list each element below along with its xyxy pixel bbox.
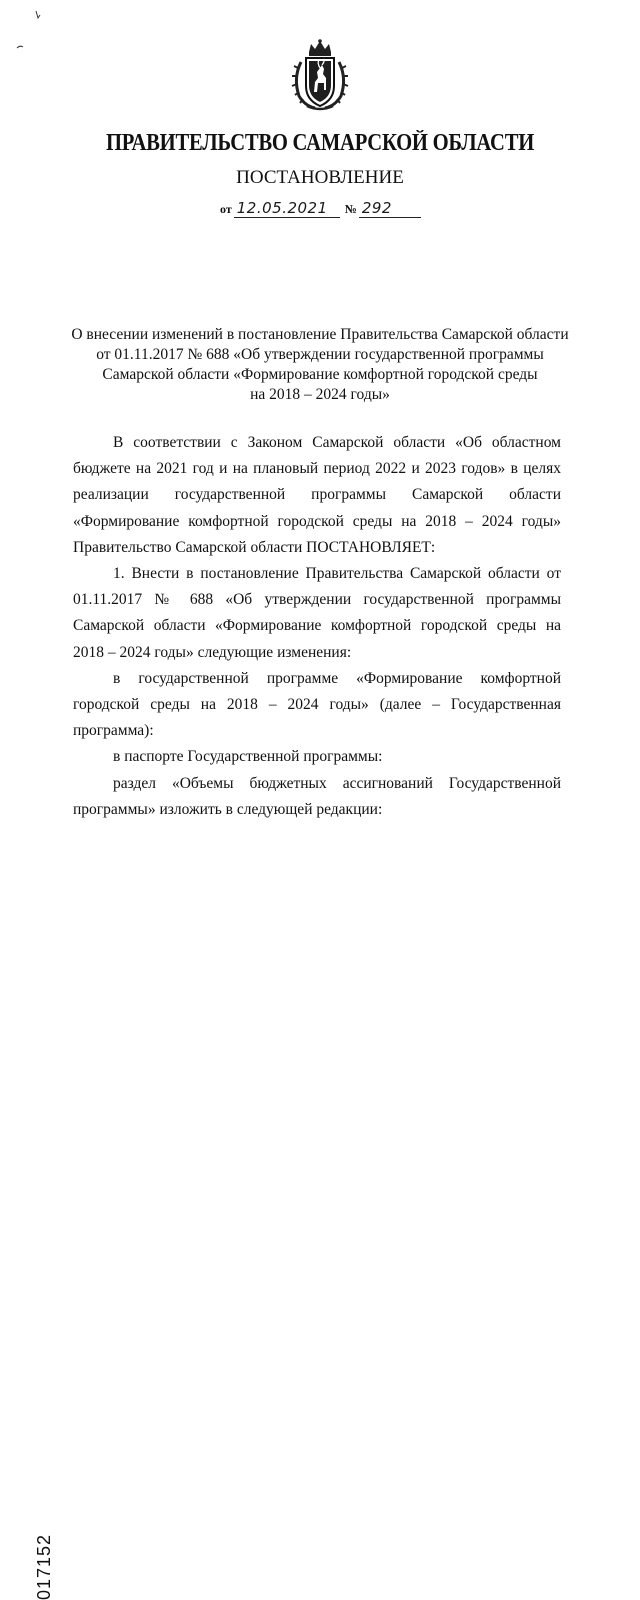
handwritten-number: 292 — [359, 199, 421, 218]
document-type: ПОСТАНОВЛЕНИЕ — [236, 167, 404, 188]
government-title: ПРАВИТЕЛЬСТВО САМАРСКОЙ ОБЛАСТИ — [105, 130, 535, 156]
body-paragraph: 1. Внести в постановление Правительства Самарской области от 01.11.2017 № 688 «Об утверждении государственной программы Самарской области «Формирование комфортной городской среды на 2018 – 2024 годы» следующие изменения: — [73, 565, 561, 661]
body-paragraph: раздел «Объемы бюджетных ассигнований Государственной программы» изложить в следующей редакции: — [73, 774, 561, 818]
margin-serial-number: 017152 — [34, 1533, 54, 1600]
subject-line: Самарской области «Формирование комфортной городской среды — [102, 366, 538, 383]
date-prefix: от — [220, 202, 232, 216]
body-paragraph: в государственной программе «Формирование комфортной городской среды на 2018 – 2024 годы» (далее – Государственная программа): — [73, 669, 561, 740]
pen-mark-icon — [16, 44, 24, 50]
margin-serial-wrap — [20, 830, 54, 1600]
samara-coat-of-arms-icon — [287, 38, 353, 114]
number-prefix: № — [344, 202, 357, 216]
handwritten-date: 12.05.2021 — [234, 199, 340, 218]
pen-mark-icon — [35, 10, 41, 20]
subject-line: на 2018 – 2024 годы» — [250, 386, 390, 403]
subject-line: О внесении изменений в постановление Правительства Самарской области — [71, 326, 569, 343]
document-body — [73, 430, 561, 823]
date-number-line — [218, 199, 421, 218]
body-paragraph: в паспорте Государственной программы: — [113, 748, 383, 766]
body-paragraph: В соответствии с Законом Самарской области «Об областном бюджете на 2021 год и на плановый период 2022 и 2023 годов» в целях реализации государственной программы Самарской области «Формирование комфортной городской среды на 2018 – 2024 годы» Правительство Самарской области ПОСТАНОВЛЯЕТ: — [73, 434, 561, 556]
subject-line: от 01.11.2017 № 688 «Об утверждении государственной программы — [96, 346, 544, 363]
document-subject — [60, 325, 580, 405]
